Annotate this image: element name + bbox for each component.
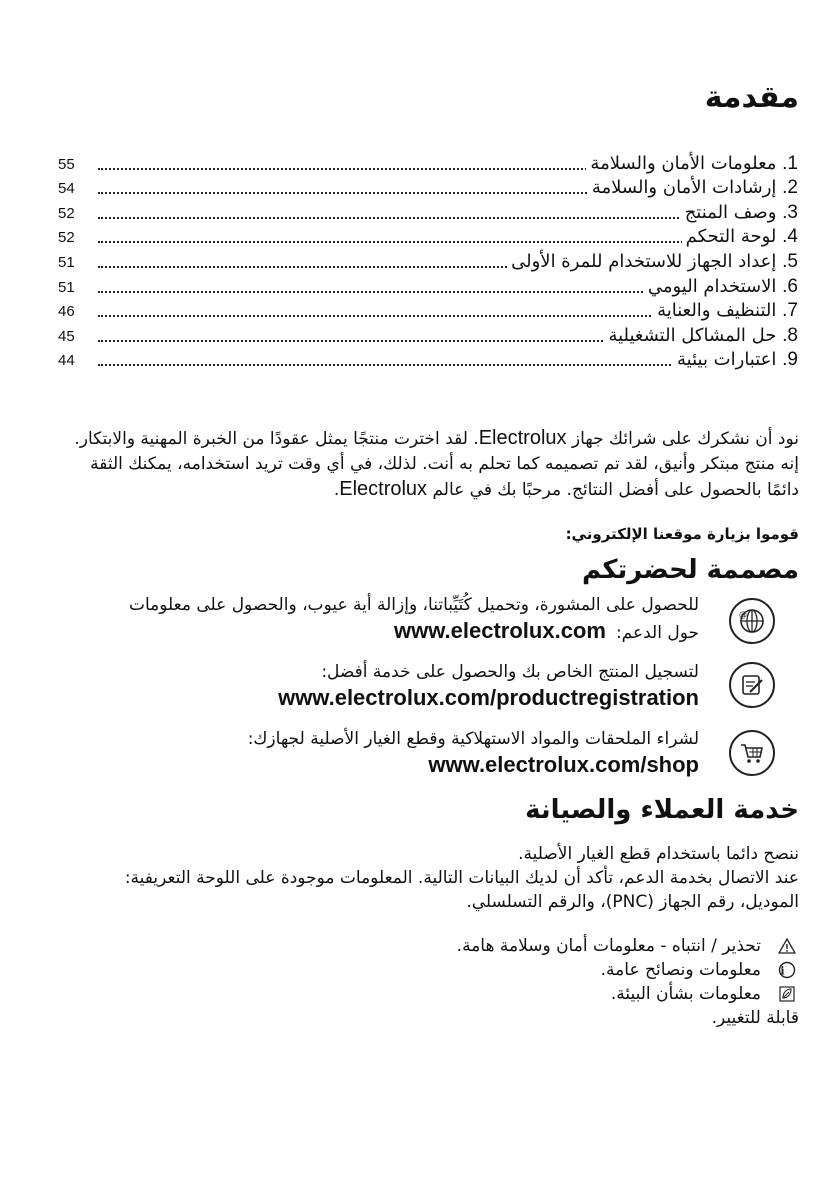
leaf-icon [775, 983, 799, 1005]
toc-page-number: 46 [58, 303, 75, 321]
toc-entry[interactable] [58, 273, 798, 298]
svg-text:@: @ [739, 610, 747, 619]
subject-to-change-note: قابلة للتغيير. [711, 1008, 799, 1028]
legend-item [457, 958, 799, 982]
toc-number: 6. [782, 275, 798, 297]
toc-title: حل المشاكل التشغيلية [608, 324, 777, 346]
visit-website-label: قوموا بزيارة موقعنا الإلكتروني: [565, 525, 799, 543]
toc-number: 2. [782, 177, 798, 199]
toc-page-number: 52 [58, 204, 75, 222]
toc-number: 7. [782, 300, 798, 322]
support-description: للحصول على المشورة، وتحميل كُتَيِّباتنا، وإزالة أية عيوب، والحصول على معلومات [128, 595, 699, 615]
toc-entry[interactable] [58, 347, 798, 372]
toc-entry[interactable] [58, 150, 798, 175]
table-of-contents [58, 150, 798, 371]
toc-title: التنظيف والعناية [657, 300, 777, 322]
toc-entry[interactable] [58, 248, 798, 273]
shop-description: لشراء الملحقات والمواد الاستهلاكية وقطع الغيار الأصلية لجهازك: [247, 729, 699, 749]
service-heading: خدمة العملاء والصيانة [525, 795, 799, 825]
brand-name: Electrolux [478, 427, 567, 449]
service-line: عند الاتصال بخدمة الدعم، تأكد أن لديك البيانات التالية. المعلومات موجودة على اللوحة التعريفية: [124, 868, 799, 888]
toc-title: معلومات الأمان والسلامة [590, 152, 777, 174]
registration-description: لتسجيل المنتج الخاص بك والحصول على خدمة أفضل: [321, 662, 699, 682]
service-line: ننصح دائما باستخدام قطع الغيار الأصلية. [518, 844, 799, 864]
toc-number: 1. [782, 152, 798, 174]
toc-title: الاستخدام اليومي [647, 275, 777, 297]
register-icon [729, 662, 775, 708]
info-icon [775, 959, 799, 981]
toc-page-number: 55 [58, 155, 75, 173]
designed-heading: مصممة لحضرتكم [582, 555, 799, 585]
toc-title: إعداد الجهاز للاستخدام للمرة الأولى [511, 250, 777, 272]
cart-icon [729, 730, 775, 776]
symbol-legend [457, 934, 799, 1028]
toc-page-number: 54 [58, 180, 75, 198]
toc-entry[interactable] [58, 322, 798, 347]
toc-entry[interactable] [58, 199, 798, 224]
registration-link-block [278, 660, 699, 712]
service-line: الموديل، رقم الجهاز (PNC)، والرقم التسلسلي. [466, 892, 799, 912]
toc-title: إرشادات الأمان والسلامة [591, 177, 777, 199]
brand-name: Electrolux [339, 478, 428, 500]
legend-text: تحذير / انتباه - معلومات أمان وسلامة هامة. [456, 936, 761, 956]
toc-page-number: 45 [58, 327, 75, 345]
toc-number: 3. [782, 201, 798, 223]
toc-number: 9. [782, 349, 798, 371]
toc-page-number: 51 [58, 278, 75, 296]
toc-number: 5. [782, 250, 798, 272]
toc-title: وصف المنتج [684, 201, 777, 223]
toc-number: 4. [782, 226, 798, 248]
warning-icon [775, 935, 799, 957]
service-text [40, 842, 799, 914]
toc-page-number: 52 [58, 229, 75, 247]
legend-item [457, 982, 799, 1006]
toc-page-number: 51 [58, 253, 75, 271]
support-link-block [129, 593, 699, 645]
legend-text: معلومات بشأن البيئة. [610, 984, 761, 1004]
registration-url-link[interactable]: www.electrolux.com/productregistration [278, 685, 699, 710]
toc-title: لوحة التحكم [685, 226, 777, 248]
legend-item [457, 934, 799, 958]
toc-entry[interactable] [58, 224, 798, 249]
svg-text:i: i [780, 964, 785, 978]
shop-url-link[interactable]: www.electrolux.com/shop [428, 752, 699, 777]
legend-text: معلومات ونصائح عامة. [600, 960, 761, 980]
support-url-link[interactable]: www.electrolux.com [394, 618, 606, 643]
toc-page-number: 44 [58, 352, 75, 370]
toc-number: 8. [782, 324, 798, 346]
globe-icon [729, 598, 775, 644]
page-title: مقدمة [704, 80, 799, 115]
toc-entry[interactable] [58, 175, 798, 200]
intro-paragraph: نود أن نشكرك على شرائك جهاز Electrolux. لقد اخترت منتجًا يمثل عقودًا من الخبرة المهنية والابتكار. إنه منتج مبتكر وأنيق، لقد تم تصميمه كما تحلم به أنت. لذلك، في أي وقت تريد استخدامه، يمكنك الثقة دائمًا بالحصول على أفضل النتائج. مرحبًا بك في عالم Electrolux. [74, 427, 799, 500]
shop-link-block [248, 727, 699, 779]
toc-title: اعتبارات بيئية [677, 349, 777, 371]
toc-entry[interactable] [58, 298, 798, 323]
support-description-2: حول الدعم: [615, 623, 699, 643]
